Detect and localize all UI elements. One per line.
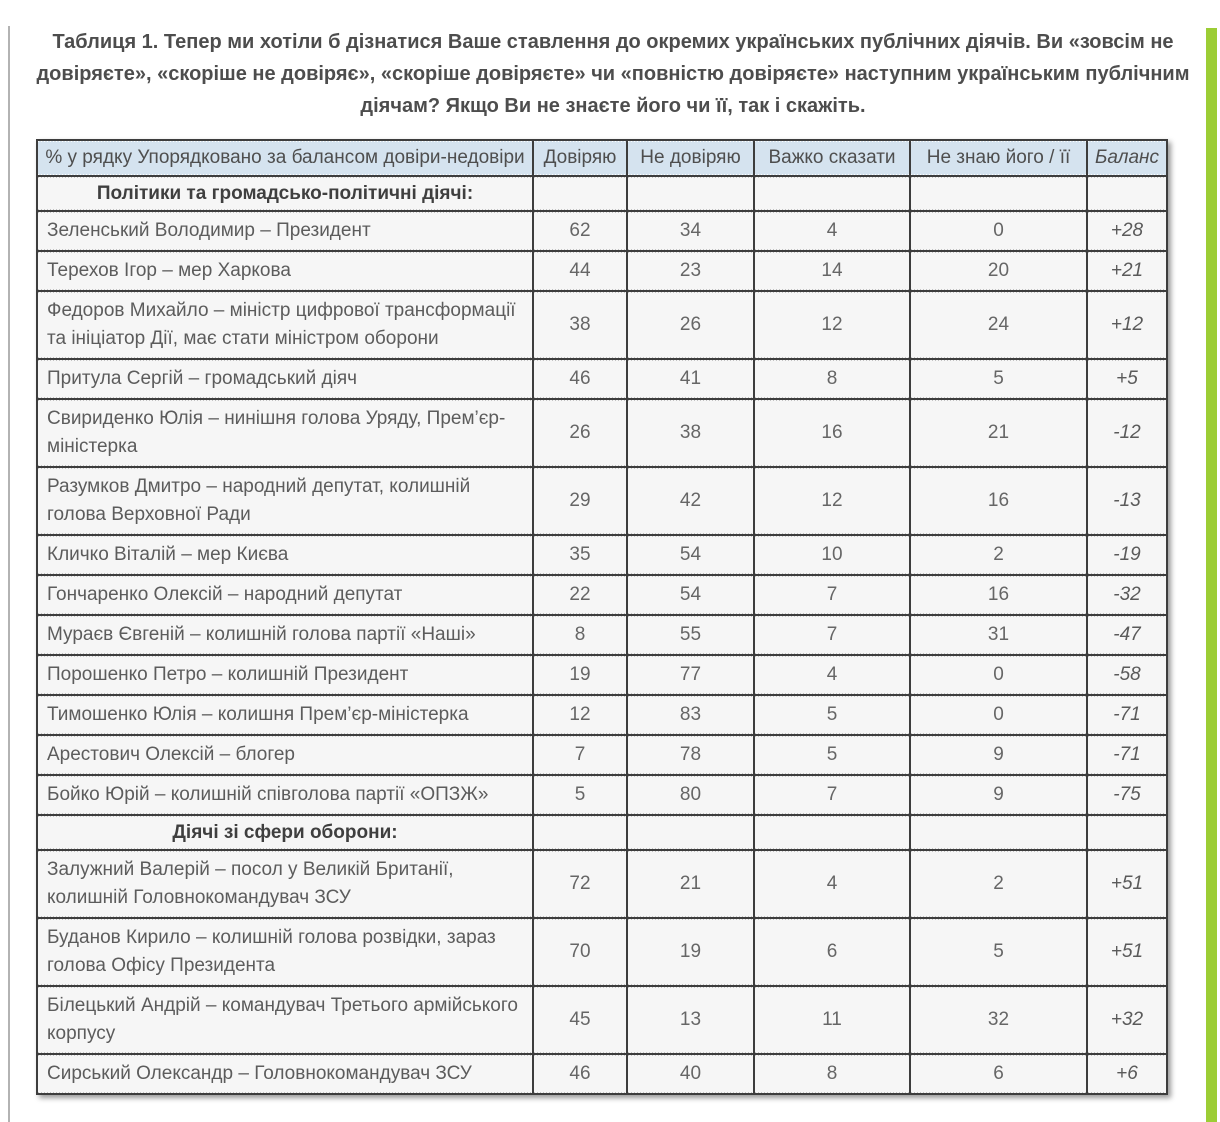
empty-cell bbox=[627, 176, 754, 211]
section-title: Діячі зі сфери оборони: bbox=[37, 815, 533, 850]
value-cell: 0 bbox=[910, 695, 1087, 735]
column-header-balance: Баланс bbox=[1087, 140, 1167, 176]
person-name: Арестович Олексій – блогер bbox=[37, 735, 533, 775]
value-cell: 42 bbox=[627, 467, 754, 535]
value-cell: 19 bbox=[533, 655, 627, 695]
table-row bbox=[37, 986, 1167, 1054]
value-cell: 12 bbox=[533, 695, 627, 735]
table-row bbox=[37, 399, 1167, 467]
value-cell: 80 bbox=[627, 775, 754, 815]
value-cell: 12 bbox=[754, 467, 910, 535]
empty-cell bbox=[533, 815, 627, 850]
person-name: Тимошенко Юлія – колишня Прем’єр-міністерка bbox=[37, 695, 533, 735]
table-row bbox=[37, 655, 1167, 695]
person-name: Гончаренко Олексій – народний депутат bbox=[37, 575, 533, 615]
person-name: Буданов Кирило – колишній голова розвідки, зараз голова Офісу Президента bbox=[37, 918, 533, 986]
page-title: Таблиця 1. Тепер ми хотіли б дізнатися Ваше ставлення до окремих українських публічних діячів. Ви «зовсім не довіряєте», «скоріше не довіряє», «скоріше довіряєте» чи «повністю довіряєте» наступним українським публічним діячам? Якщо Ви не знаєте його чи її, так і скажіть. bbox=[36, 31, 1190, 117]
value-cell: 2 bbox=[910, 535, 1087, 575]
table-row bbox=[37, 918, 1167, 986]
value-cell: 16 bbox=[910, 467, 1087, 535]
value-cell: 4 bbox=[754, 211, 910, 251]
value-cell: 32 bbox=[910, 986, 1087, 1054]
table-row bbox=[37, 535, 1167, 575]
balance-cell: -19 bbox=[1087, 535, 1167, 575]
table-header bbox=[37, 140, 1167, 176]
value-cell: 19 bbox=[627, 918, 754, 986]
value-cell: 8 bbox=[754, 359, 910, 399]
value-cell: 0 bbox=[910, 211, 1087, 251]
person-name: Федоров Михайло – міністр цифрової трансформації та ініціатор Дії, має стати міністром оборони bbox=[37, 291, 533, 359]
table-row bbox=[37, 251, 1167, 291]
value-cell: 38 bbox=[533, 291, 627, 359]
value-cell: 26 bbox=[533, 399, 627, 467]
balance-cell: +28 bbox=[1087, 211, 1167, 251]
value-cell: 13 bbox=[627, 986, 754, 1054]
table-body bbox=[37, 176, 1167, 1094]
person-name: Кличко Віталій – мер Києва bbox=[37, 535, 533, 575]
value-cell: 21 bbox=[910, 399, 1087, 467]
value-cell: 9 bbox=[910, 735, 1087, 775]
value-cell: 45 bbox=[533, 986, 627, 1054]
value-cell: 34 bbox=[627, 211, 754, 251]
value-cell: 44 bbox=[533, 251, 627, 291]
value-cell: 5 bbox=[533, 775, 627, 815]
person-name: Порошенко Петро – колишній Президент bbox=[37, 655, 533, 695]
empty-cell bbox=[1087, 815, 1167, 850]
section-header-row bbox=[37, 176, 1167, 211]
value-cell: 2 bbox=[910, 850, 1087, 918]
table-row bbox=[37, 359, 1167, 399]
value-cell: 77 bbox=[627, 655, 754, 695]
table-row bbox=[37, 1054, 1167, 1094]
value-cell: 35 bbox=[533, 535, 627, 575]
table-row bbox=[37, 467, 1167, 535]
value-cell: 72 bbox=[533, 850, 627, 918]
page-left-edge-line bbox=[8, 26, 10, 1122]
value-cell: 16 bbox=[910, 575, 1087, 615]
value-cell: 78 bbox=[627, 735, 754, 775]
value-cell: 46 bbox=[533, 359, 627, 399]
value-cell: 70 bbox=[533, 918, 627, 986]
value-cell: 26 bbox=[627, 291, 754, 359]
value-cell: 22 bbox=[533, 575, 627, 615]
empty-cell bbox=[754, 815, 910, 850]
empty-cell bbox=[754, 176, 910, 211]
table-row bbox=[37, 211, 1167, 251]
balance-cell: +51 bbox=[1087, 850, 1167, 918]
balance-cell: -58 bbox=[1087, 655, 1167, 695]
value-cell: 5 bbox=[754, 735, 910, 775]
value-cell: 21 bbox=[627, 850, 754, 918]
value-cell: 83 bbox=[627, 695, 754, 735]
person-name: Сирський Олександр – Головнокомандувач ЗСУ bbox=[37, 1054, 533, 1094]
person-name: Разумков Дмитро – народний депутат, колишній голова Верховної Ради bbox=[37, 467, 533, 535]
balance-cell: -71 bbox=[1087, 695, 1167, 735]
table-row bbox=[37, 695, 1167, 735]
value-cell: 5 bbox=[910, 359, 1087, 399]
table-row bbox=[37, 735, 1167, 775]
table-row bbox=[37, 291, 1167, 359]
value-cell: 6 bbox=[910, 1054, 1087, 1094]
column-header-distrust: Не довіряю bbox=[627, 140, 754, 176]
section-title: Політики та громадсько-політичні діячі: bbox=[37, 176, 533, 211]
value-cell: 8 bbox=[533, 615, 627, 655]
value-cell: 0 bbox=[910, 655, 1087, 695]
table-row bbox=[37, 775, 1167, 815]
value-cell: 5 bbox=[754, 695, 910, 735]
value-cell: 7 bbox=[754, 575, 910, 615]
balance-cell: +21 bbox=[1087, 251, 1167, 291]
column-header-dont-know: Не знаю його / її bbox=[910, 140, 1087, 176]
column-header-trust: Довіряю bbox=[533, 140, 627, 176]
empty-cell bbox=[533, 176, 627, 211]
value-cell: 46 bbox=[533, 1054, 627, 1094]
person-name: Мураєв Євгеній – колишній голова партії «Наші» bbox=[37, 615, 533, 655]
value-cell: 29 bbox=[533, 467, 627, 535]
value-cell: 7 bbox=[533, 735, 627, 775]
balance-cell: +32 bbox=[1087, 986, 1167, 1054]
value-cell: 54 bbox=[627, 535, 754, 575]
person-name: Притула Сергій – громадський діяч bbox=[37, 359, 533, 399]
balance-cell: +51 bbox=[1087, 918, 1167, 986]
green-accent-bar bbox=[1206, 28, 1217, 1122]
value-cell: 20 bbox=[910, 251, 1087, 291]
balance-cell: +12 bbox=[1087, 291, 1167, 359]
empty-cell bbox=[627, 815, 754, 850]
value-cell: 38 bbox=[627, 399, 754, 467]
person-name: Білецький Андрій – командувач Третього армійського корпусу bbox=[37, 986, 533, 1054]
value-cell: 41 bbox=[627, 359, 754, 399]
value-cell: 7 bbox=[754, 775, 910, 815]
value-cell: 9 bbox=[910, 775, 1087, 815]
table-row bbox=[37, 615, 1167, 655]
value-cell: 55 bbox=[627, 615, 754, 655]
balance-cell: +6 bbox=[1087, 1054, 1167, 1094]
value-cell: 14 bbox=[754, 251, 910, 291]
value-cell: 8 bbox=[754, 1054, 910, 1094]
value-cell: 12 bbox=[754, 291, 910, 359]
value-cell: 6 bbox=[754, 918, 910, 986]
person-name: Бойко Юрій – колишній співголова партії «ОПЗЖ» bbox=[37, 775, 533, 815]
balance-cell: +5 bbox=[1087, 359, 1167, 399]
value-cell: 10 bbox=[754, 535, 910, 575]
balance-cell: -13 bbox=[1087, 467, 1167, 535]
value-cell: 16 bbox=[754, 399, 910, 467]
value-cell: 54 bbox=[627, 575, 754, 615]
value-cell: 31 bbox=[910, 615, 1087, 655]
header-row bbox=[37, 140, 1167, 176]
balance-cell: -12 bbox=[1087, 399, 1167, 467]
trust-ratings-table bbox=[36, 139, 1168, 1095]
balance-cell: -75 bbox=[1087, 775, 1167, 815]
value-cell: 40 bbox=[627, 1054, 754, 1094]
section-header-row bbox=[37, 815, 1167, 850]
value-cell: 5 bbox=[910, 918, 1087, 986]
table-row bbox=[37, 575, 1167, 615]
person-name: Терехов Ігор – мер Харкова bbox=[37, 251, 533, 291]
person-name: Свириденко Юлія – нинішня голова Уряду, Прем’єр-міністерка bbox=[37, 399, 533, 467]
balance-cell: -32 bbox=[1087, 575, 1167, 615]
value-cell: 7 bbox=[754, 615, 910, 655]
empty-cell bbox=[910, 815, 1087, 850]
value-cell: 11 bbox=[754, 986, 910, 1054]
corner-header: % у рядку Упорядковано за балансом довіри-недовіри bbox=[37, 140, 533, 176]
balance-cell: -47 bbox=[1087, 615, 1167, 655]
person-name: Залужний Валерій – посол у Великій Британії, колишній Головнокомандувач ЗСУ bbox=[37, 850, 533, 918]
person-name: Зеленський Володимир – Президент bbox=[37, 211, 533, 251]
balance-cell: -71 bbox=[1087, 735, 1167, 775]
column-header-hard-to-say: Важко сказати bbox=[754, 140, 910, 176]
value-cell: 23 bbox=[627, 251, 754, 291]
value-cell: 4 bbox=[754, 850, 910, 918]
empty-cell bbox=[910, 176, 1087, 211]
value-cell: 62 bbox=[533, 211, 627, 251]
value-cell: 24 bbox=[910, 291, 1087, 359]
table-row bbox=[37, 850, 1167, 918]
value-cell: 4 bbox=[754, 655, 910, 695]
empty-cell bbox=[1087, 176, 1167, 211]
